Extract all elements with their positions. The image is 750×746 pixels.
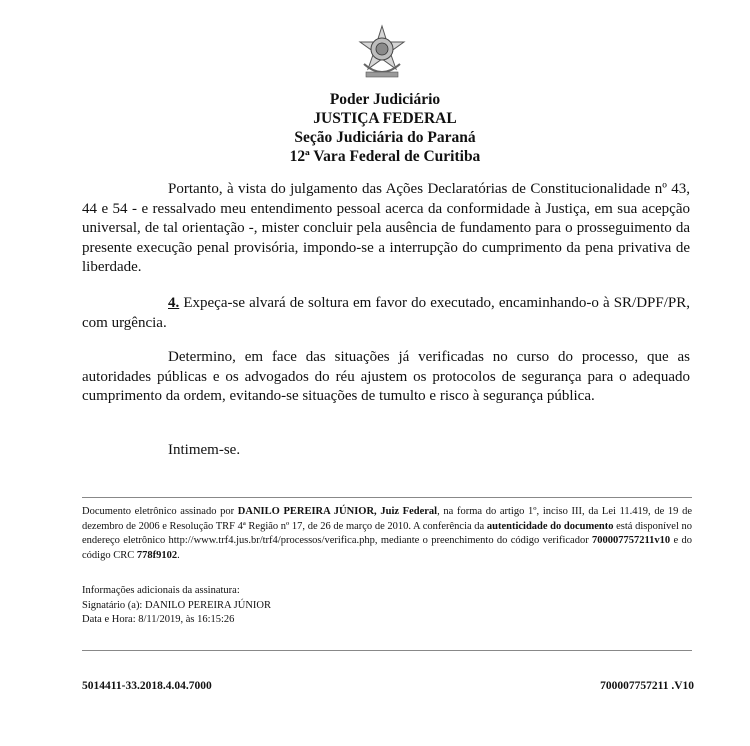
item-number: 4. (168, 295, 180, 311)
header-line-4: 12ª Vara Federal de Curitiba (289, 148, 481, 165)
paragraph-4: Intimem-se. (168, 442, 241, 458)
signature-datetime: Data e Hora: 8/11/2019, às 16:15:26 (82, 614, 235, 625)
header-line-2: JUSTIÇA FEDERAL (313, 110, 457, 127)
header-line-1: Poder Judiciário (329, 91, 441, 108)
signature-signer: Signatário (a): DANILO PEREIRA JÚNIOR (82, 599, 271, 611)
divider-top (82, 497, 692, 498)
signature-info (82, 584, 692, 628)
paragraph-2 (82, 294, 690, 333)
signer-name: DANILO PEREIRA JÚNIOR, Juiz Federal (237, 506, 438, 517)
header-line-3: Seção Judiciária do Paraná (294, 129, 476, 146)
document-code: 700007757211 .V10 (600, 680, 694, 692)
verification-code: 700007757211v10 (592, 535, 671, 546)
electronic-signature-notice: Documento eletrônico assinado por DANILO PEREIRA JÚNIOR, Juiz Federal, na forma do artigo 1º, inciso III, da Lei 11.419, de 19 de dezembro de 2006 e Resolução TRF 4ª Região nº 17, de 26 de março de 2010. A conferência da autenticidade do documento está disponível no endereço eletrônico http://www.trf4.jus.br/trf4/processos/verifica.php, mediante o preenchimento do código verificador 700007757211v10 e do código CRC 778f9102. (82, 506, 692, 561)
brazil-coat-of-arms-icon (356, 24, 408, 80)
process-number: 5014411-33.2018.4.04.7000 (82, 680, 212, 692)
crc-code: 778f9102 (136, 549, 178, 561)
divider-bottom (82, 650, 692, 651)
court-header (0, 90, 750, 166)
paragraph-2-text: Expeça-se alvará de soltura em favor do executado, encaminhando-o à SR/DPF/PR, com urgência. (82, 295, 690, 331)
paragraph-3: Determino, em face das situações já verificadas no curso do processo, que as autoridades públicas e os advogados do réu ajustem os protocolos de segurança para o adequado cumprimento da ordem, evitando-se situações de tumulto e risco à segurança pública. (82, 349, 690, 404)
signature-info-title: Informações adicionais da assinatura: (82, 585, 240, 596)
paragraph-1: Portanto, à vista do julgamento das Ações Declaratórias de Constitucionalidade nº 43, 44 e 54 - e ressalvado meu entendimento pessoal acerca da conformidade à Justiça, em sua acepção universal, de tal orientação -, mister concluir pela ausência de fundamento para o prosseguimento da presente execução penal provisória, impondo-se a interrupção do cumprimento da pena privativa de liberdade. (82, 181, 690, 275)
